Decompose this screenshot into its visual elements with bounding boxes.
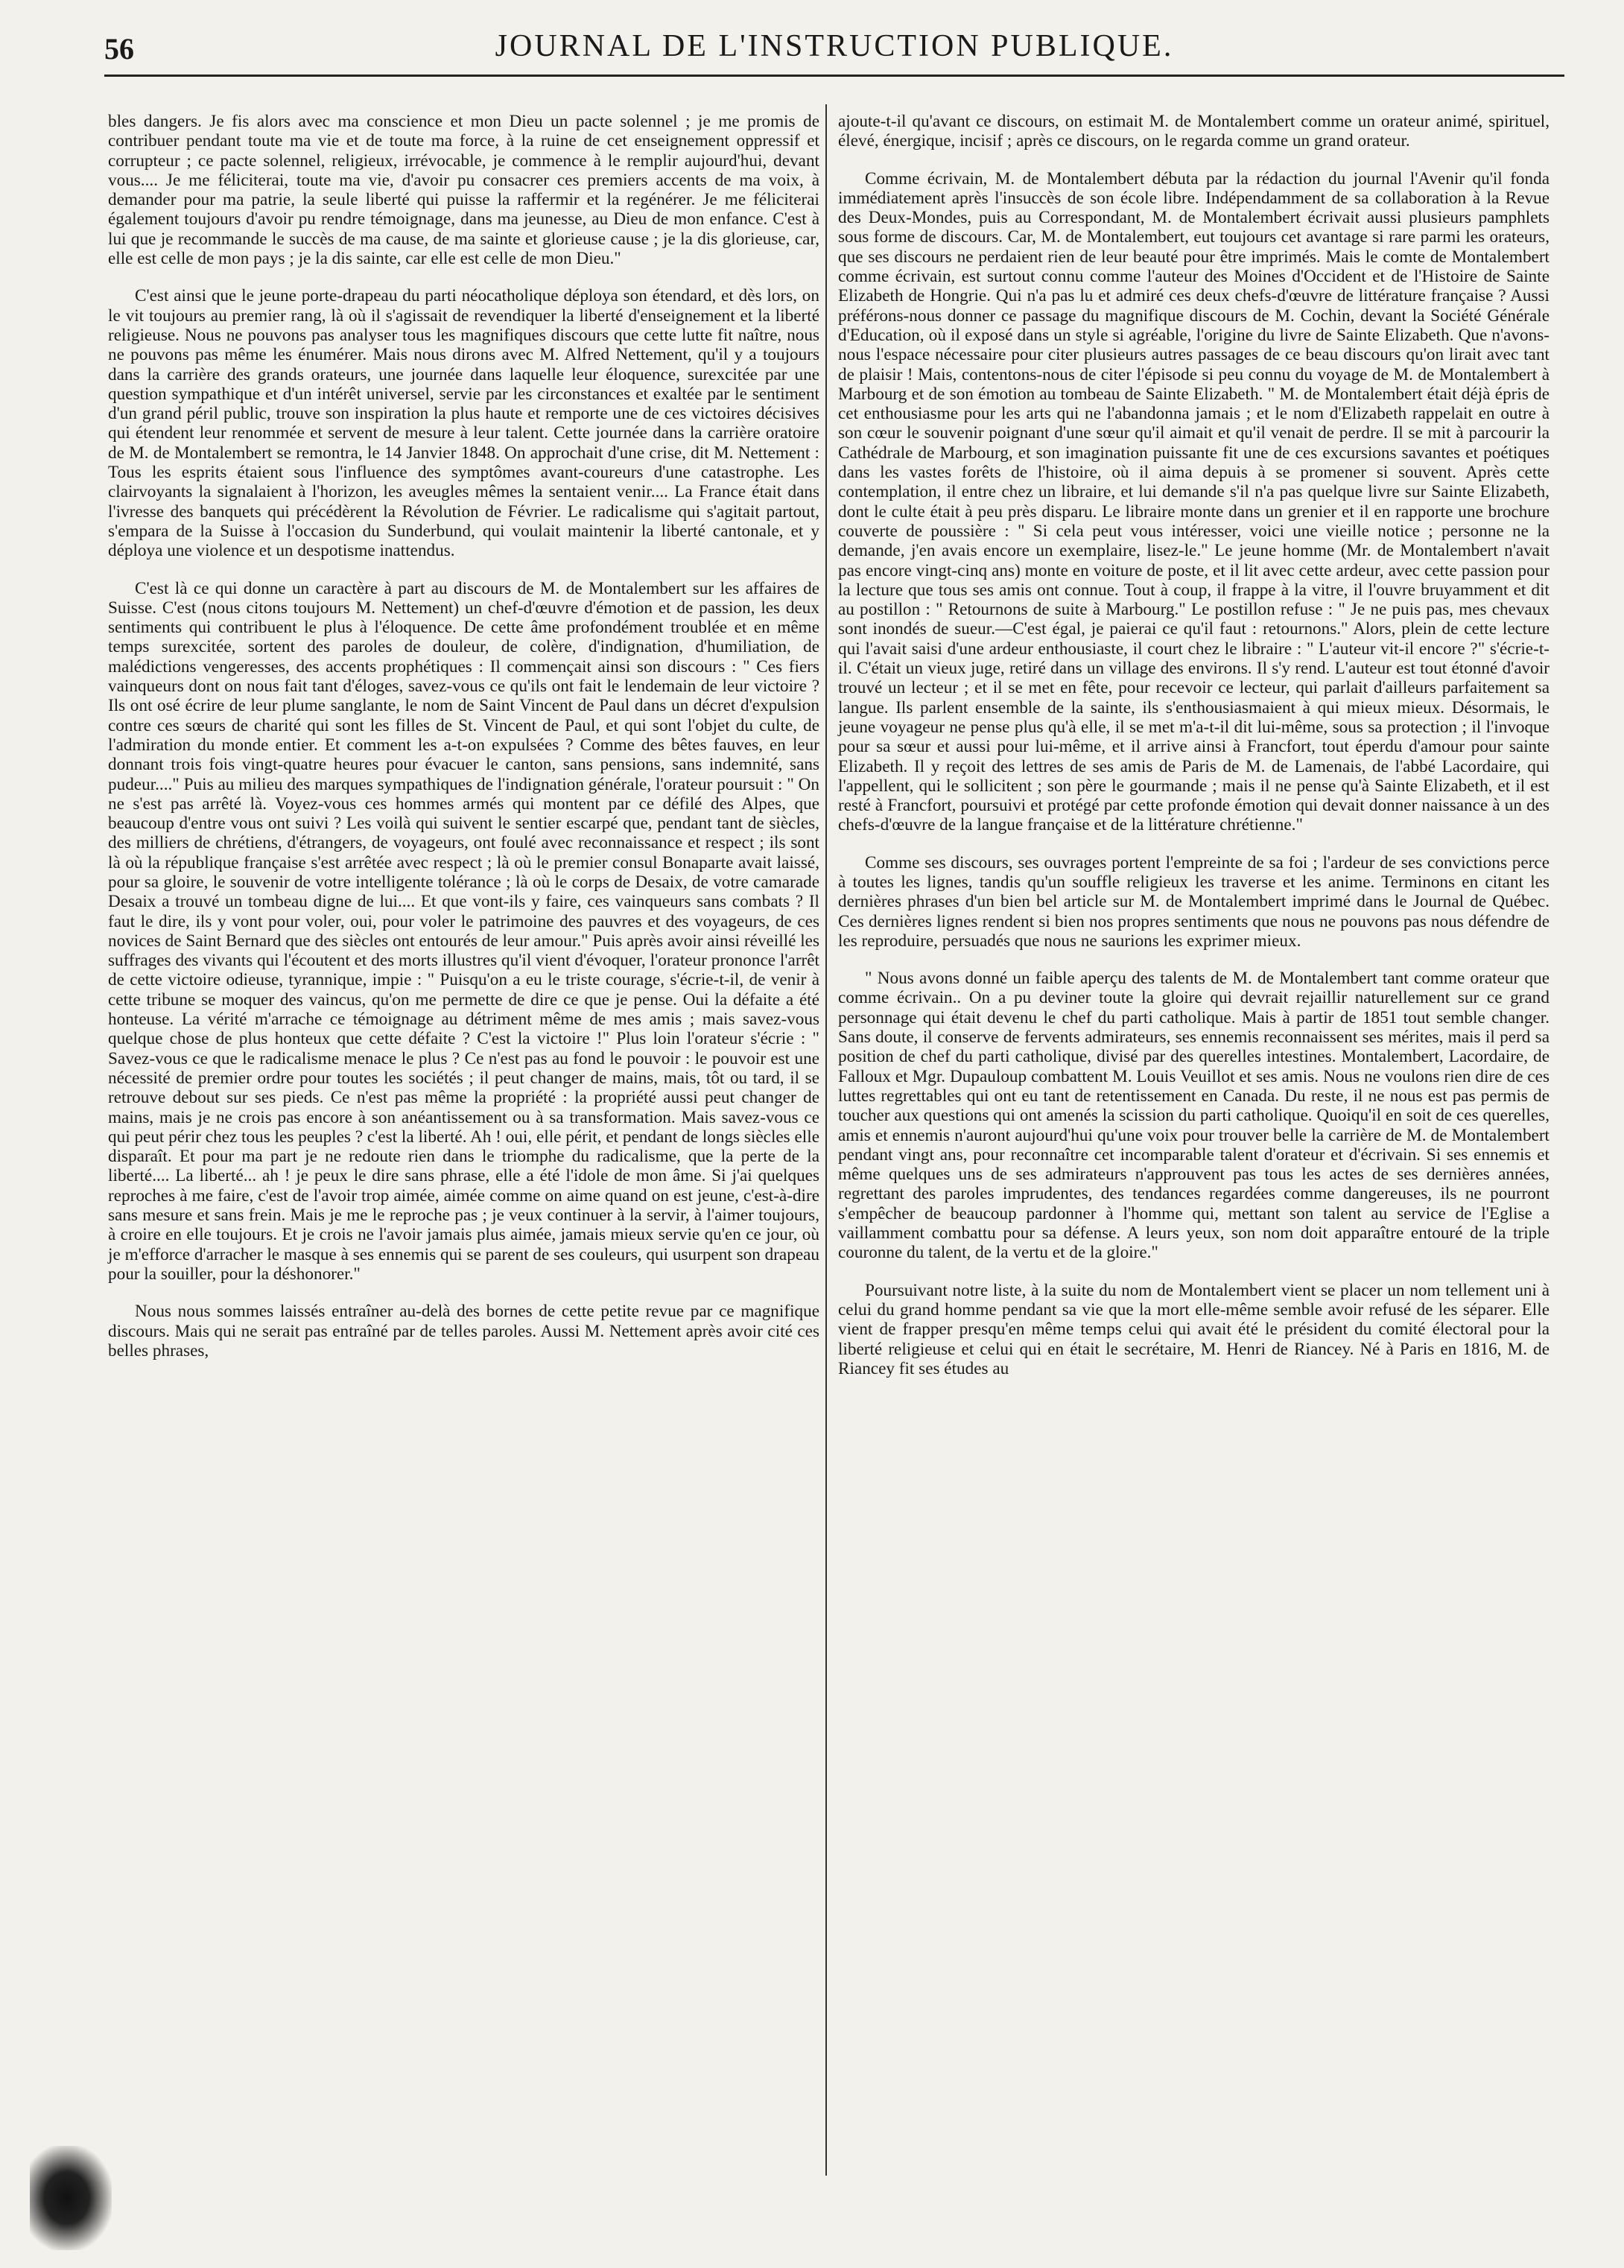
paragraph: Comme écrivain, M. de Montalembert débuta par la rédaction du journal l'Avenir qu'il fonda immédiatement après l'insuccès de son école libre. Indépendamment de sa collaboration à la Revue des Deux-Mondes, puis au Correspondant, M. de Montalembert écrivait aussi plusieurs pamphlets sous forme de discours. Car, M. de Montalembert, eut toujours cet avantage si rare parmi les orateurs, que ses discours ne perdaient rien de leur beauté pour être imprimés. Mais le comte de Montalembert comme écrivain, est surtout connu comme l'auteur des Moines d'Occident et de l'Histoire de Sainte Elizabeth de Hongrie. Qui n'a pas lu et admiré ces deux chefs-d'œuvre de littérature française ? Aussi préférons-nous donner ce passage du magnifique discours de M. Cochin, devant la Société Générale d'Education, où il exposé dans un style si agréable, l'origine du livre de Sainte Elizabeth. Que n'avons-nous l'espace nécessaire pour citer plusieurs autres passages de ce beau discours qu'on lirait avec tant de plaisir ! Mais, contentons-nous de citer l'épisode si peu connu du voyage de M. de Montalembert à Marbourg et de son émotion au tombeau de Sainte Elizabeth. " M. de Montalembert était déjà épris de cet enthousiasme pour les arts qui ne l'abandonna jamais ; et le nom d'Elizabeth rappelait en outre à son cœur le souvenir poignant d'une sœur qu'il aimait et qu'il venait de perdre. Il se mit à parcourir la Cathédrale de Marbourg, et son imagination puissante fit une de ces excursions savantes et poétiques dans les vastes forêts de l'histoire, où il aima depuis à se promener si souvent. Après cette contemplation, il entre chez un libraire, et lui demande s'il n'a pas quelque livre sur Sainte Elizabeth, dont le culte était à peu près disparu. Le libraire monte dans un grenier et il en rapporte une brochure couverte de poussière : " Si cela peut vous intéresser, voici une vieille notice ; personne ne la demande, j'en avais encore un exemplaire, lisez-le." Le jeune homme (Mr. de Montalembert n'avait pas encore vingt-cinq ans) monte en voiture de poste, et il lit avec cette ardeur, avec cette passion pour la lecture que tous ses amis ont connue. Tout à coup, il frappe à la vitre, il l'ouvre bruyamment et dit au postillon : " Retournons de suite à Marbourg." Le postillon refuse : " Je ne puis pas, mes chevaux sont inondés de sueur.—C'est égal, je paierai ce qu'il faut : retournons." Alors, plein de cette lecture qui l'avait saisi d'une ardeur enthousiaste, il court chez le libraire : " L'auteur vit-il encore ?" s'écrie-t-il. C'était un vieux juge, retiré dans un village des environs. Il s'y rend. L'auteur est tout étonné d'avoir trouvé un lecteur ; et il se met en fête, pour recevoir ce lecteur, qui parlait d'ailleurs parfaitement sa langue. Ils parlent ensemble de la sainte, ils s'enthousiasmaient à qui mieux mieux. Désormais, le jeune voyageur ne pense plus qu'à elle, il se met m'a-t-il dit lui-même, sous sa protection ; il l'invoque pour sa sœur et aussi pour lui-même, et il arrive ainsi à Francfort, tout éperdu d'amour pour sainte Elizabeth. Il y reçoit des lettres de ses amis de Paris de M. de Lamenais, de l'abbé Lacordaire, qui l'appellent, qui le sollicitent ; son père le gourmande ; mais il ne pense qu'à Sainte Elizabeth, et il est resté à Francfort, poursuivi et protégé par cette profonde émotion qui devait donner naissance à un des chefs-d'œuvre de la langue française et de la littérature chrétienne." — [838, 168, 1550, 835]
paragraph: C'est là ce qui donne un caractère à part au discours de M. de Montalembert sur les affaires de Suisse. C'est (nous citons toujours M. Nettement) un chef-d'œuvre d'émotion et de passion, les deux sentiments qui contribuent le plus à l'éloquence. De cette âme profondément troublée et en même temps surexcitée, sortent des paroles de douleur, de colère, d'indignation, d'humiliation, de malédictions vengeresses, des accents prophétiques : Il commençait ainsi son discours : " Ces fiers vainqueurs dont on nous fait tant d'éloges, savez-vous ce qu'ils ont fait le lendemain de leur victoire ? Ils ont osé écrire de leur plume sanglante, le nom de Saint Vincent de Paul dans un décret d'expulsion contre ces sœurs de charité qui sont les filles de St. Vincent de Paul, et qui sont l'objet du culte, de l'admiration du monde entier. Et comment les a-t-on expulsées ? Comme des bêtes fauves, en leur donnant trois fois vingt-quatre heures pour évacuer le canton, sans pensions, sans indemnité, sans pudeur...." Puis au milieu des marques sympathiques de l'indignation générale, l'orateur poursuit : " On ne s'est pas arrêté là. Voyez-vous ces hommes armés qui montent par ce défilé des Alpes, que beaucoup d'entre vous ont suivi ? Les voilà qui suivent le sentier escarpé que, pendant tant de siècles, des milliers de chrétiens, d'étrangers, de voyageurs, ont foulé avec reconnaissance et respect ; ils sont là où la république française s'est arrêtée avec respect ; là où le premier consul Bonaparte avait laissé, pour sa gloire, le souvenir de votre intelligente tolérance ; là où le corps de Desaix, de votre camarade Desaix a trouvé un tombeau digne de lui.... Et que vont-ils y faire, ces vainqueurs sans combats ? Il faut le dire, ils y vont pour voler, oui, pour voler le patrimoine des pauvres et des voyageurs, de ces novices de Saint Bernard que des siècles ont entourés de leur amour." Puis après avoir ainsi réveillé les suffrages des vivants qui l'écoutent et des morts illustres qu'il vient d'évoquer, l'orateur prononce l'arrêt de cette victoire odieuse, tyrannique, impie : " Puisqu'on a eu le triste courage, s'écrie-t-il, de venir à cette tribune se moquer des vaincus, qu'on me permette de dire ce que je pense. Oui la défaite a été honteuse. La vérité m'arrache ce témoignage au détriment même de mes amis ; mais savez-vous quelque chose de plus honteux que cette défaite ? C'est la victoire !" Plus loin l'orateur s'écrie : " Savez-vous ce que le radicalisme menace le plus ? Ce n'est pas au fond le pouvoir : le pouvoir est une nécessité de premier ordre pour toutes les sociétés ; il peut changer de mains, mais, tôt ou tard, il se retrouve debout sur ses pieds. Ce n'est pas même la propriété : la propriété aussi peut changer de mains, mais je ne crois pas encore à son anéantissement ou à sa transformation. Mais savez-vous ce qui peut périr chez tous les peuples ? c'est la liberté. Ah ! oui, elle périt, et pendant de longs siècles elle disparaît. Et pour ma part je ne redoute rien dans le triomphe du radicalisme, que la perte de la liberté.... La liberté... ah ! je peux le dire sans phrase, elle a été l'idole de mon âme. Si j'ai quelques reproches à me faire, c'est de l'avoir trop aimée, aimée comme on aime quand on est jeune, c'est-à-dire sans mesure et sans frein. Mais je me le reproche pas ; je veux continuer à la servir, à l'aimer toujours, à croire en elle toujours. Et je crois ne l'avoir jamais plus aimée, jamais mieux servie qu'en ce jour, où je m'efforce d'arracher le masque à ses ennemis qui se parent de ses couleurs, qui usurpent son drapeau pour la souiller, pour la déshonorer." — [108, 578, 819, 1284]
right-column — [838, 112, 1550, 1396]
header-rule — [104, 75, 1564, 77]
paragraph: ajoute-t-il qu'avant ce discours, on estimait M. de Montalembert comme un orateur animé, spirituel, élevé, énergique, incisif ; après ce discours, on le regarda comme un grand orateur. — [838, 112, 1550, 151]
paragraph: C'est ainsi que le jeune porte-drapeau du parti néocatholique déploya son étendard, et dès lors, on le vit toujours au premier rang, là où il s'agissait de revendiquer la liberté d'enseignement et la liberté religieuse. Nous ne pouvons pas analyser tous les magnifiques discours que cette lutte fit naître, nous ne pouvons pas même les énumérer. Mais nous dirons avec M. Alfred Nettement, qu'il y a toujours dans la carrière des grands orateurs, une journée dans laquelle leur éloquence, surexcitée par une question sympathique et d'un intérêt universel, servie par les circonstances et exaltée par le sentiment d'un grand péril public, trouve son inspiration la plus haute et remporte une de ces victoires décisives qui étendent leur renommée et servent de mesure à leur talent. Cette journée dans la carrière oratoire de M. de Montalembert se remontra, le 14 Janvier 1848. On approchait d'une crise, dit M. Nettement : Tous les esprits étaient sous l'influence des symptômes avant-coureurs d'une catastrophe. Les clairvoyants la signalaient à l'horizon, les aveugles mêmes la sentaient venir.... La France était dans l'ivresse des banquets qui précédèrent la Révolution de Février. Le radicalisme qui s'agitait partout, s'empara de la Suisse à l'occasion du Sunderbund, qui voulait maintenir la liberté cantonale, et y déploya une violence et un despotisme inattendus. — [108, 286, 819, 561]
ink-smudge — [30, 2146, 112, 2250]
paragraph: Poursuivant notre liste, à la suite du nom de Montalembert vient se placer un nom tellement uni à celui du grand homme pendant sa vie que la mort elle-même semble avoir refusé de les séparer. Elle vient de frapper presqu'en même temps celui qui avait été le président du comité électoral pour la liberté religieuse et celui qui en était le secrétaire, M. Henri de Riancey. Né à Paris en 1816, M. de Riancey fit ses études au — [838, 1280, 1550, 1378]
paragraph: Comme ses discours, ses ouvrages portent l'empreinte de sa foi ; l'ardeur de ses convictions perce à toutes les lignes, tandis qu'un souffle religieux les traverse et les anime. Terminons en citant les dernières phrases d'un bien bel article sur M. de Montalembert imprimé dans le Journal de Québec. Ces dernières lignes rendent si bien nos propres sentiments que nous ne pouvons pas nous défendre de les reproduire, persuadés que nous ne saurions les exprimer mieux. — [838, 852, 1550, 951]
page-number: 56 — [104, 32, 134, 66]
paragraph: bles dangers. Je fis alors avec ma conscience et mon Dieu un pacte solennel ; je me promis de contribuer pendant toute ma vie et de toute ma force, à la ruine de cet enseignement oppressif et corrupteur ; ce pacte solennel, religieux, irrévocable, je commence à le remplir aujourd'hui, devant vous.... Je me féliciterai, toute ma vie, d'avoir pu consacrer ces premiers accents de ma voix, à demander pour ma patrie, la seule liberté qui puisse la raffermir et la regénérer. Je me féliciterai également toujours d'avoir pu rendre témoignage, dans ma jeunesse, au Dieu de mon enfance. C'est à lui que je recommande le succès de ma cause, de ma sainte et glorieuse cause ; je la dis glorieuse, car, elle est celle de mon pays ; je la dis sainte, car elle est celle de mon Dieu." — [108, 112, 819, 269]
page-header — [104, 21, 1564, 73]
left-column — [108, 112, 819, 1378]
paragraph: " Nous avons donné un faible aperçu des talents de M. de Montalembert tant comme orateur que comme écrivain.. On a pu deviner toute la gloire qui devrait rejaillir naturellement sur ce grand personnage qui était devenu le chef du parti catholique. Mais à partir de 1851 tout semble changer. Sans doute, il conserve de fervents admirateurs, ses ennemis reconnaissent ses mérites, mais il perd sa position de chef du parti catholique, divisé par des querelles intestines. Montalembert, Lacordaire, de Falloux et Mgr. Dupauloup combattent M. Louis Veuillot et ses amis. Nous ne voulons rien dire de ces luttes regrettables qui ont eu tant de retentissement en Canada. Du reste, il ne nous est pas permis de toucher aux questions qui ont amenés la scission du parti catholique. Quoiqu'il en soit de ces querelles, amis et ennemis n'auront aujourd'hui qu'une voix pour trouver belle la carrière de M. de Montalembert pendant vingt ans, pour reconnaître cet incomparable talent d'orateur et d'écrivain. Si ses ennemis et même quelques uns de ses admirateurs n'approuvent pas tous les actes de ses dernières années, regrettant des paroles imprudentes, des tendances regardées comme dangereuses, ils ne pourront s'empêcher de beaucoup pardonner à l'homme qui, mettant son talent au service de l'Eglise a vaillamment combattu pour sa défense. A leurs yeux, son nom doit apparaître entouré de la triple couronne du talent, de la vertu et de la gloire." — [838, 969, 1550, 1263]
journal-title: JOURNAL DE L'INSTRUCTION PUBLIQUE. — [495, 29, 1174, 63]
paragraph: Nous nous sommes laissés entraîner au-delà des bornes de cette petite revue par ce magnifique discours. Mais qui ne serait pas entraîné par de telles paroles. Aussi M. Nettement après avoir cité ces belles phrases, — [108, 1302, 819, 1361]
column-divider — [825, 104, 827, 2176]
